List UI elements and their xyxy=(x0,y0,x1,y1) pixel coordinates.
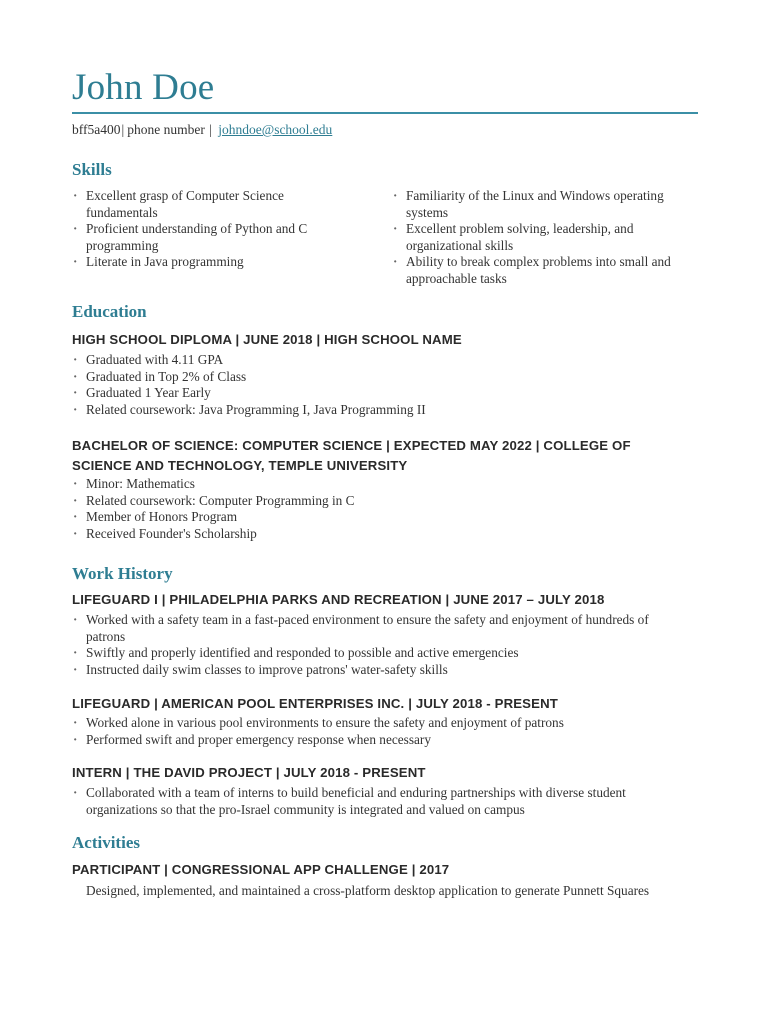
contact-line xyxy=(72,122,332,138)
job-heading: LIFEGUARD | AMERICAN POOL ENTERPRISES INC. | JULY 2018 - PRESENT xyxy=(72,696,558,711)
skill-item: · Literate in Java programming xyxy=(72,254,352,271)
job-bullet: · Swiftly and properly identified and responded to possible and active emergencies xyxy=(72,645,672,662)
resume-name: John Doe xyxy=(72,67,215,108)
job-bullets xyxy=(72,785,692,818)
education-bullet: · Graduated in Top 2% of Class xyxy=(72,369,692,386)
education-entry-heading: HIGH SCHOOL DIPLOMA | JUNE 2018 | HIGH SCHOOL NAME xyxy=(72,332,462,347)
education-entry-heading: BACHELOR OF SCIENCE: COMPUTER SCIENCE | EXPECTED MAY 2022 | COLLEGE OF SCIENCE AND TECHNOLOGY, TEMPLE UNIVERSITY xyxy=(72,438,631,473)
education-bullets xyxy=(72,352,692,418)
activity-description: Designed, implemented, and maintained a cross-platform desktop application to generate Punnett Squares xyxy=(86,883,650,898)
work-history-heading: Work History xyxy=(72,564,173,583)
job-bullet: · Performed swift and proper emergency response when necessary xyxy=(72,732,692,749)
contact-separator: | xyxy=(121,122,125,137)
skill-item: · Familiarity of the Linux and Windows operating systems xyxy=(392,188,698,221)
email-link[interactable]: johndoe@school.edu xyxy=(218,122,333,137)
contact-separator: | xyxy=(209,122,212,137)
education-heading: Education xyxy=(72,302,147,321)
skills-heading: Skills xyxy=(72,160,112,179)
job-bullet: · Instructed daily swim classes to improve patrons' water-safety skills xyxy=(72,662,672,679)
job-heading: LIFEGUARD I | PHILADELPHIA PARKS AND RECREATION | JUNE 2017 – JULY 2018 xyxy=(72,592,605,607)
skill-item: · Excellent grasp of Computer Science fundamentals xyxy=(72,188,352,221)
education-bullet: · Minor: Mathematics xyxy=(72,476,692,493)
header-divider xyxy=(72,112,698,114)
job-bullet: · Worked with a safety team in a fast-paced environment to ensure the safety and enjoyment of hundreds of patrons xyxy=(72,612,672,645)
skill-item: · Excellent problem solving, leadership, and organizational skills xyxy=(392,221,698,254)
job-bullets xyxy=(72,612,672,678)
education-bullet: · Graduated 1 Year Early xyxy=(72,385,692,402)
job-bullets xyxy=(72,715,692,748)
phone-number: phone number xyxy=(127,122,205,137)
skill-item: · Proficient understanding of Python and C programming xyxy=(72,221,352,254)
education-bullet: · Graduated with 4.11 GPA xyxy=(72,352,692,369)
education-bullet: · Received Founder's Scholarship xyxy=(72,526,692,543)
job-heading: INTERN | THE DAVID PROJECT | JULY 2018 - PRESENT xyxy=(72,765,426,780)
activities-heading: Activities xyxy=(72,833,140,852)
skills-list-left xyxy=(72,188,352,271)
student-id: bff5a400 xyxy=(72,122,121,137)
education-bullets xyxy=(72,476,692,542)
skill-item: · Ability to break complex problems into small and approachable tasks xyxy=(392,254,698,287)
education-bullet: · Related coursework: Java Programming I, Java Programming II xyxy=(72,402,692,419)
education-bullet: · Member of Honors Program xyxy=(72,509,692,526)
activity-heading: PARTICIPANT | CONGRESSIONAL APP CHALLENGE | 2017 xyxy=(72,862,450,877)
job-bullet: · Collaborated with a team of interns to build beneficial and enduring partnerships with diverse student organizations so that the pro-Israel community is integrated and valued on campus xyxy=(72,785,692,818)
skills-list-right xyxy=(392,188,698,287)
education-bullet: · Related coursework: Computer Programming in C xyxy=(72,493,692,510)
job-bullet: · Worked alone in various pool environments to ensure the safety and enjoyment of patrons xyxy=(72,715,692,732)
